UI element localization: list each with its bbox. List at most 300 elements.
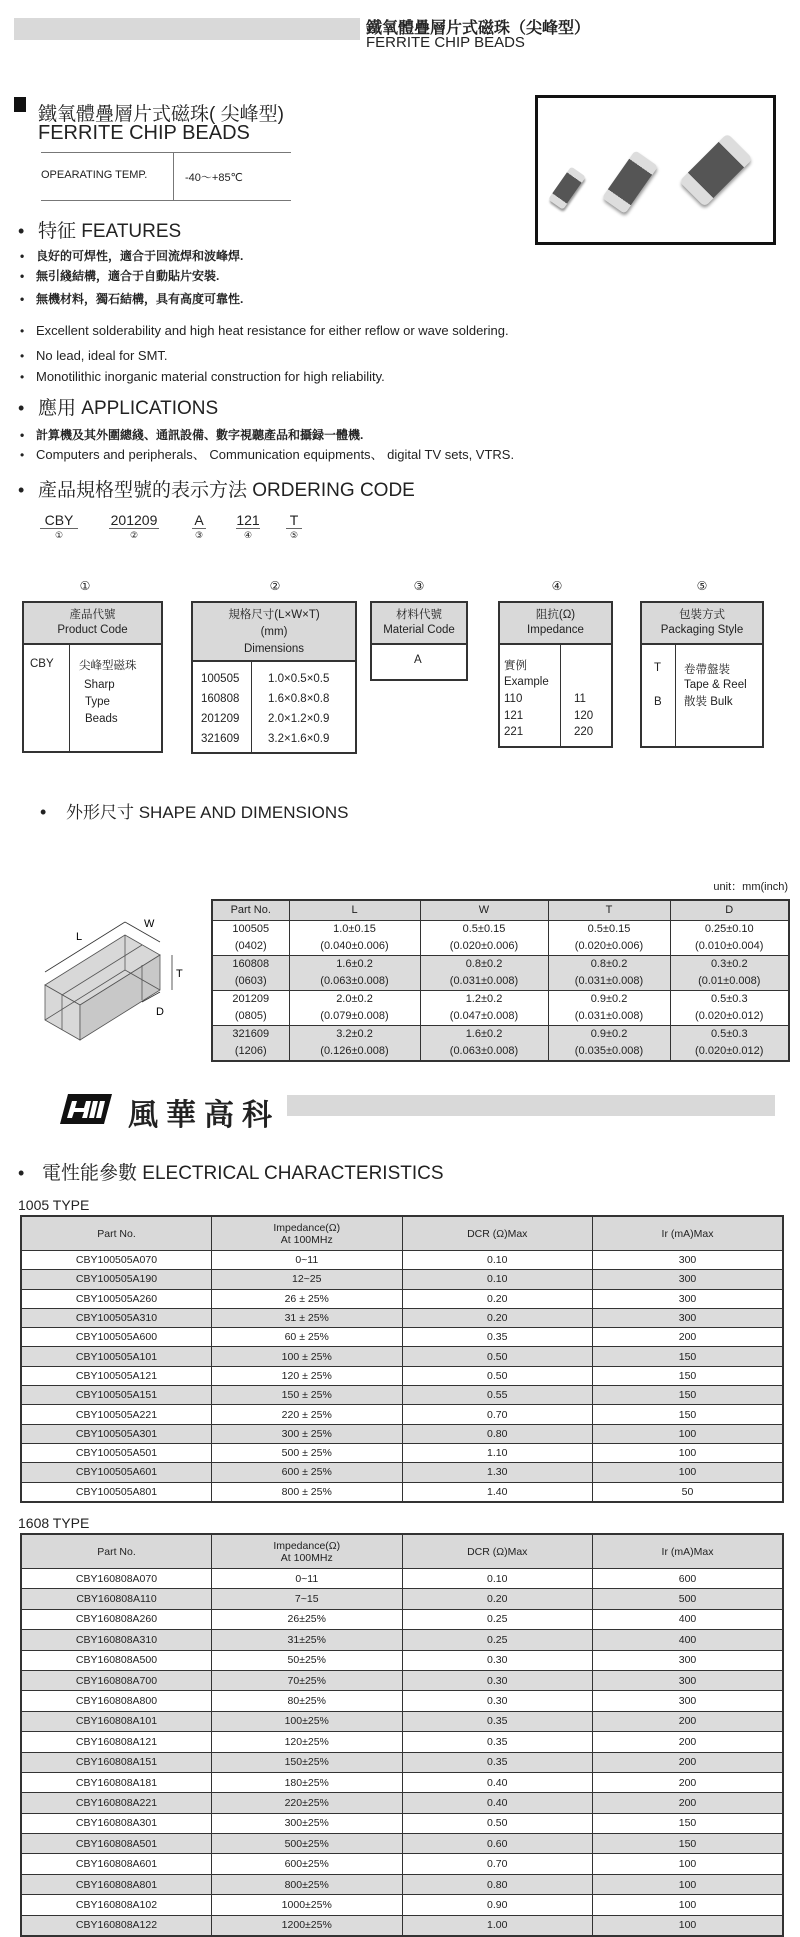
- dim-code: 321609: [201, 733, 240, 745]
- table-row: [21, 1424, 783, 1443]
- dims-value-inch: (0805): [234, 1010, 267, 1022]
- impedance: 150±25%: [212, 1752, 403, 1772]
- header-en: Impedance: [527, 624, 584, 636]
- impedance: 60 ± 25%: [212, 1328, 403, 1347]
- header-en: Packaging Style: [660, 624, 744, 636]
- part-number: CBY160808A101: [21, 1711, 212, 1731]
- part-number: CBY160808A800: [21, 1691, 212, 1711]
- part-number: CBY160808A500: [21, 1650, 212, 1670]
- ir-max: 200: [593, 1772, 784, 1792]
- impedance-header: [500, 603, 611, 645]
- dims-value-inch: (0.047±0.008): [449, 1010, 519, 1022]
- divider: [69, 643, 70, 751]
- packaging-code: T: [654, 662, 662, 674]
- dims-value-inch: (0.031±0.008): [449, 975, 519, 987]
- dims-value-inch: (0.020±0.012): [695, 1045, 764, 1057]
- dcr-max: 0.25: [402, 1630, 593, 1650]
- dims-value-inch: (0.040±0.006): [320, 940, 389, 952]
- dims-cell: [212, 991, 289, 1026]
- part-number: CBY160808A260: [21, 1609, 212, 1629]
- table-row: [21, 1569, 783, 1589]
- dims-value-inch: (0.020±0.006): [574, 940, 644, 952]
- example-label-en: Example: [504, 676, 549, 688]
- product-code-desc: Type: [85, 696, 110, 708]
- dims-value-mm: 1.6±0.2: [465, 1028, 503, 1040]
- ir-max: 100: [593, 1424, 784, 1443]
- dcr-max: 0.60: [402, 1834, 593, 1854]
- dimensions-box: [191, 601, 357, 754]
- dims-value-mm: 0.25±0.10: [704, 923, 754, 935]
- part-number: CBY160808A310: [21, 1630, 212, 1650]
- table-row: [21, 1405, 783, 1424]
- label-w: W: [144, 918, 155, 930]
- table-row: [21, 1793, 783, 1813]
- feature-text: 無機材料，獨石結構，具有高度可靠性.: [36, 292, 244, 306]
- part-number: CBY100505A260: [21, 1289, 212, 1308]
- packaging-code: B: [654, 696, 662, 708]
- part-number: CBY100505A310: [21, 1308, 212, 1327]
- application-text: Computers and peripherals、 Communication equipments、 digital TV sets, VTRS.: [36, 447, 515, 462]
- label-t: T: [176, 968, 183, 980]
- dcr-max: 0.10: [402, 1569, 593, 1589]
- ir-max: 500: [593, 1589, 784, 1609]
- dims-value-mm: 0.5±0.3: [710, 1028, 748, 1040]
- dims-cell: [670, 1026, 789, 1062]
- feature-text: 良好的可焊性，適合于回流焊和波峰焊.: [36, 249, 244, 263]
- code-num-1: ①: [54, 530, 64, 540]
- product-title-cn: 鐵氧體疊層片式磁珠( 尖峰型): [38, 104, 284, 125]
- table-row: [21, 1813, 783, 1833]
- part-number: CBY100505A151: [21, 1386, 212, 1405]
- electrical-heading: • 電性能參數 ELECTRICAL CHARACTERISTICS: [18, 1163, 444, 1184]
- column-header-dcr: DCR (Ω)Max: [402, 1216, 593, 1251]
- product-code-box: [22, 601, 163, 753]
- part-number: CBY160808A122: [21, 1915, 212, 1936]
- dims-cell: [548, 991, 670, 1026]
- dims-value-inch: (0.126±0.008): [320, 1045, 389, 1057]
- feature-text: No lead, ideal for SMT.: [36, 348, 168, 363]
- example-label-cn: 實例: [504, 660, 527, 672]
- ir-max: 300: [593, 1670, 784, 1690]
- ir-max: 100: [593, 1915, 784, 1936]
- dim-value: 3.2×1.6×0.9: [268, 733, 330, 745]
- part-number: CBY100505A121: [21, 1366, 212, 1385]
- impedance-value: 120: [574, 710, 594, 722]
- column-header-dcr: DCR (Ω)Max: [402, 1534, 593, 1569]
- box-num-3: ③: [413, 579, 425, 593]
- unit-label: unit：mm(inch): [713, 881, 788, 893]
- dims-cell: [420, 991, 548, 1026]
- column-header-part-no: Part No.: [21, 1534, 212, 1569]
- ir-max: 300: [593, 1270, 784, 1289]
- dims-value-inch: (0.031±0.008): [574, 975, 644, 987]
- part-number: CBY160808A070: [21, 1569, 212, 1589]
- code-num-4: ④: [243, 530, 253, 540]
- table-row: [21, 1691, 783, 1711]
- dimensions-table: [211, 899, 790, 1062]
- ir-max: 150: [593, 1834, 784, 1854]
- dcr-max: 0.10: [402, 1251, 593, 1270]
- header-cn: 產品代號: [69, 609, 116, 621]
- part-number: CBY160808A501: [21, 1834, 212, 1854]
- dims-value-mm: 0.5±0.15: [587, 923, 631, 935]
- header-cn: 阻抗(Ω): [535, 609, 576, 621]
- part-number: CBY160808A700: [21, 1670, 212, 1690]
- impedance: 220 ± 25%: [212, 1405, 403, 1424]
- impedance: 150 ± 25%: [212, 1386, 403, 1405]
- dims-value-mm: 0.5±0.15: [462, 923, 506, 935]
- dims-row: [212, 956, 789, 991]
- label-l: L: [76, 931, 83, 943]
- ir-max: 200: [593, 1328, 784, 1347]
- product-code-desc: 尖峰型磁珠: [79, 660, 137, 672]
- box-num-5: ⑤: [696, 579, 708, 593]
- table-title-1005: 1005 TYPE: [18, 1197, 90, 1213]
- dims-cell: [212, 956, 289, 991]
- part-number: CBY100505A301: [21, 1424, 212, 1443]
- dims-cell: [289, 991, 420, 1026]
- dims-value-inch: (0.020±0.012): [695, 1010, 764, 1022]
- part-number: CBY160808A301: [21, 1813, 212, 1833]
- code-part-5: T: [286, 512, 302, 529]
- dims-column-header: D: [670, 900, 789, 921]
- part-number: CBY100505A101: [21, 1347, 212, 1366]
- ordering-heading-text: 產品規格型號的表示方法 ORDERING CODE: [38, 480, 415, 501]
- dcr-max: 0.50: [402, 1366, 593, 1385]
- divider: [251, 660, 252, 752]
- header-bar: [14, 18, 360, 40]
- dims-row: [212, 991, 789, 1026]
- table-row: [21, 1650, 783, 1670]
- dims-column-header: L: [289, 900, 420, 921]
- part-number: CBY100505A801: [21, 1482, 212, 1502]
- dims-cell: [670, 956, 789, 991]
- dim-code: 160808: [201, 693, 240, 705]
- dims-value-mm: 0.3±0.2: [710, 958, 748, 970]
- impedance: 500 ± 25%: [212, 1443, 403, 1462]
- dims-value-mm: 201209: [232, 993, 270, 1005]
- dims-cell: [420, 956, 548, 991]
- ir-max: 150: [593, 1813, 784, 1833]
- impedance: 100±25%: [212, 1711, 403, 1731]
- material-header: [372, 603, 466, 645]
- dcr-max: 0.20: [402, 1589, 593, 1609]
- dcr-max: 1.00: [402, 1915, 593, 1936]
- table-row: [21, 1630, 783, 1650]
- temp-divider: [173, 153, 174, 200]
- part-number: CBY160808A801: [21, 1874, 212, 1894]
- ir-max: 600: [593, 1569, 784, 1589]
- part-number: CBY160808A151: [21, 1752, 212, 1772]
- dims-cell: [420, 1026, 548, 1062]
- dcr-max: 0.50: [402, 1813, 593, 1833]
- part-number: CBY100505A501: [21, 1443, 212, 1462]
- dims-cell: [548, 1026, 670, 1062]
- ir-max: 300: [593, 1308, 784, 1327]
- table-row: [21, 1463, 783, 1482]
- ir-max: 300: [593, 1289, 784, 1308]
- table-row: [21, 1251, 783, 1270]
- header-title-en: FERRITE CHIP BEADS: [366, 34, 525, 51]
- impedance: 220±25%: [212, 1793, 403, 1813]
- material-code-box: [370, 601, 468, 681]
- dcr-max: 0.10: [402, 1270, 593, 1289]
- dcr-max: 0.20: [402, 1289, 593, 1308]
- table-row: [21, 1308, 783, 1327]
- impedance: 600 ± 25%: [212, 1463, 403, 1482]
- packaging-desc: 散裝 Bulk: [684, 696, 733, 708]
- impedance-code: 221: [504, 726, 524, 738]
- table-row: [21, 1752, 783, 1772]
- table-row: [21, 1609, 783, 1629]
- box-num-2: ②: [269, 579, 281, 593]
- ir-max: 150: [593, 1366, 784, 1385]
- dim-code: 201209: [201, 713, 240, 725]
- dims-cell: [548, 921, 670, 956]
- impedance-box: [498, 601, 613, 748]
- code-part-2: 201209: [110, 512, 158, 528]
- impedance: 0~11: [212, 1569, 403, 1589]
- table-row: [21, 1915, 783, 1936]
- impedance: 70±25%: [212, 1670, 403, 1690]
- black-square-icon: [14, 97, 26, 112]
- column-header-impedance: [212, 1216, 403, 1251]
- ir-max: 300: [593, 1691, 784, 1711]
- material-code-value: A: [414, 654, 422, 666]
- impedance: 0~11: [212, 1251, 403, 1270]
- features-heading: • 特征 FEATURES: [18, 221, 182, 242]
- electrical-table-1005: [20, 1215, 784, 1503]
- feature-text: 無引綫結構，適合于自動貼片安裝.: [36, 269, 220, 283]
- dims-value-mm: 321609: [232, 1028, 270, 1040]
- dcr-max: 0.90: [402, 1895, 593, 1915]
- dims-cell: [289, 1026, 420, 1062]
- header-en: Material Code: [383, 624, 455, 636]
- chip-medium-image: [602, 150, 658, 214]
- dims-value-mm: 0.5±0.3: [710, 993, 748, 1005]
- table-row: [21, 1482, 783, 1502]
- application-en: • Computers and peripherals、 Communication equipments、 digital TV sets, VTRS.: [20, 447, 515, 462]
- brand-name: 風華高科: [128, 1099, 280, 1132]
- impedance: 180±25%: [212, 1772, 403, 1792]
- electrical-table-1608: [20, 1533, 784, 1937]
- dims-column-header: W: [420, 900, 548, 921]
- product-code-header: [24, 603, 161, 645]
- feature-cn-2: • 無引綫結構，適合于自動貼片安裝.: [20, 269, 220, 283]
- dims-cell: [670, 921, 789, 956]
- table-row: [21, 1347, 783, 1366]
- part-number: CBY160808A221: [21, 1793, 212, 1813]
- dims-value-inch: (0.01±0.008): [698, 975, 761, 987]
- dims-value-mm: 1.2±0.2: [465, 993, 503, 1005]
- column-header-ir: Ir (mA)Max: [593, 1216, 784, 1251]
- dims-value-inch: (0.035±0.008): [574, 1045, 644, 1057]
- impedance-label: Impedance(Ω): [273, 1539, 341, 1552]
- dims-cell: [289, 921, 420, 956]
- part-number: CBY100505A190: [21, 1270, 212, 1289]
- column-header-impedance: [212, 1534, 403, 1569]
- dims-cell: [212, 1026, 289, 1062]
- dcr-max: 0.35: [402, 1711, 593, 1731]
- ir-max: 200: [593, 1732, 784, 1752]
- table-title-1608: 1608 TYPE: [18, 1515, 90, 1531]
- impedance-label: Impedance(Ω): [273, 1221, 341, 1234]
- part-number: CBY160808A601: [21, 1854, 212, 1874]
- header-unit: (mm): [260, 626, 288, 638]
- dims-value-mm: 1.0±0.15: [333, 923, 376, 935]
- code-num-2: ②: [129, 530, 139, 540]
- dim-code: 100505: [201, 673, 240, 685]
- ir-max: 100: [593, 1463, 784, 1482]
- dcr-max: 0.25: [402, 1609, 593, 1629]
- dims-row: [212, 1026, 789, 1062]
- box-num-1: ①: [79, 579, 91, 593]
- feature-text: Monotilithic inorganic material construction for high reliability.: [36, 369, 385, 384]
- applications-heading: • 應用 APPLICATIONS: [18, 398, 219, 419]
- dims-value-mm: 100505: [232, 923, 270, 935]
- impedance: 300 ± 25%: [212, 1424, 403, 1443]
- column-header-ir: Ir (mA)Max: [593, 1534, 784, 1569]
- impedance: 80±25%: [212, 1691, 403, 1711]
- impedance-frequency: At 100MHz: [280, 1233, 333, 1246]
- dims-value-mm: 2.0±0.2: [336, 993, 373, 1005]
- product-code-desc: Sharp: [84, 679, 115, 691]
- table-row: [21, 1386, 783, 1405]
- dims-value-mm: 0.9±0.2: [590, 1028, 628, 1040]
- dcr-max: 1.30: [402, 1463, 593, 1482]
- table-row: [21, 1895, 783, 1915]
- table-row: [21, 1443, 783, 1462]
- impedance: 12~25: [212, 1270, 403, 1289]
- brand-logo: [58, 1092, 114, 1126]
- chip-small-image: [548, 166, 586, 209]
- dcr-max: 0.55: [402, 1386, 593, 1405]
- impedance: 7~15: [212, 1589, 403, 1609]
- dims-value-inch: (0.010±0.004): [695, 940, 764, 952]
- column-header-part-no: Part No.: [21, 1216, 212, 1251]
- part-number: CBY160808A102: [21, 1895, 212, 1915]
- chip-large-image: [679, 133, 753, 207]
- divider: [560, 643, 561, 746]
- dims-value-inch: (0603): [234, 975, 267, 987]
- electrical-header-row: [21, 1534, 783, 1569]
- dims-value-inch: (0.079±0.008): [320, 1010, 389, 1022]
- dimensions-header: [193, 603, 355, 662]
- part-number: CBY100505A601: [21, 1463, 212, 1482]
- dcr-max: 0.35: [402, 1328, 593, 1347]
- dcr-max: 0.70: [402, 1854, 593, 1874]
- brand-bar: [287, 1095, 775, 1116]
- dcr-max: 0.30: [402, 1670, 593, 1690]
- label-d: D: [156, 1006, 164, 1018]
- table-row: [21, 1328, 783, 1347]
- impedance: 31±25%: [212, 1630, 403, 1650]
- product-code-value: CBY: [30, 658, 54, 670]
- table-row: [21, 1670, 783, 1690]
- impedance: 800 ± 25%: [212, 1482, 403, 1502]
- packaging-box: [640, 601, 764, 748]
- ir-max: 400: [593, 1609, 784, 1629]
- dim-value: 1.6×0.8×0.8: [268, 693, 330, 705]
- impedance-value: 220: [574, 726, 594, 738]
- dcr-max: 0.50: [402, 1347, 593, 1366]
- table-row: [21, 1772, 783, 1792]
- dims-cell: [548, 956, 670, 991]
- dims-cell: [212, 921, 289, 956]
- dcr-max: 0.80: [402, 1874, 593, 1894]
- box-num-4: ④: [551, 579, 563, 593]
- dims-value-inch: (0.063±0.008): [320, 975, 389, 987]
- product-code-desc: Beads: [85, 713, 118, 725]
- ir-max: 150: [593, 1405, 784, 1424]
- dcr-max: 0.30: [402, 1650, 593, 1670]
- dims-value-mm: 0.9±0.2: [590, 993, 628, 1005]
- ir-max: 100: [593, 1895, 784, 1915]
- packaging-desc: Tape & Reel: [684, 679, 747, 691]
- feature-cn-1: • 良好的可焊性，適合于回流焊和波峰焊.: [20, 249, 244, 263]
- part-number: CBY100505A070: [21, 1251, 212, 1270]
- ir-max: 50: [593, 1482, 784, 1502]
- dims-value-inch: (0.031±0.008): [574, 1010, 644, 1022]
- table-row: [21, 1732, 783, 1752]
- header-cn: 材料代號: [396, 609, 442, 621]
- code-num-5: ⑤: [289, 530, 299, 540]
- temp-value: -40～+85℃: [185, 172, 243, 184]
- electrical-heading-text: 電性能參數 ELECTRICAL CHARACTERISTICS: [42, 1163, 444, 1184]
- dcr-max: 0.70: [402, 1405, 593, 1424]
- part-number: CBY160808A121: [21, 1732, 212, 1752]
- impedance: 300±25%: [212, 1813, 403, 1833]
- table-row: [21, 1874, 783, 1894]
- impedance: 26±25%: [212, 1609, 403, 1629]
- feature-text: Excellent solderability and high heat resistance for either reflow or wave soldering.: [36, 323, 509, 338]
- dims-value-mm: 160808: [232, 958, 270, 970]
- header-en: Dimensions: [243, 643, 305, 655]
- packaging-desc: 卷帶盤裝: [684, 664, 730, 676]
- code-num-3: ③: [194, 530, 204, 540]
- ir-max: 150: [593, 1347, 784, 1366]
- dim-value: 1.0×0.5×0.5: [268, 673, 330, 685]
- table-row: [21, 1589, 783, 1609]
- impedance: 31 ± 25%: [212, 1308, 403, 1327]
- dcr-max: 0.20: [402, 1308, 593, 1327]
- impedance: 50±25%: [212, 1650, 403, 1670]
- product-title-en: FERRITE CHIP BEADS: [38, 122, 250, 144]
- dims-column-header: Part No.: [212, 900, 289, 921]
- impedance-code: 110: [504, 693, 523, 705]
- header-title-cn: 鐵氧體疊層片式磁珠（尖峰型）: [366, 20, 591, 37]
- dims-column-header: T: [548, 900, 670, 921]
- dcr-max: 1.40: [402, 1482, 593, 1502]
- feature-en-1: • Excellent solderability and high heat resistance for either reflow or wave soldering.: [20, 323, 509, 338]
- dims-value-inch: (0.020±0.006): [449, 940, 519, 952]
- chip-dimension-diagram: [40, 910, 190, 1045]
- dims-value-mm: 3.2±0.2: [336, 1028, 373, 1040]
- table-row: [21, 1834, 783, 1854]
- ir-max: 100: [593, 1854, 784, 1874]
- ir-max: 100: [593, 1443, 784, 1462]
- impedance: 500±25%: [212, 1834, 403, 1854]
- product-photo: [535, 95, 776, 245]
- dcr-max: 0.30: [402, 1691, 593, 1711]
- temp-table: [41, 152, 291, 201]
- dims-value-mm: 0.8±0.2: [590, 958, 628, 970]
- ir-max: 100: [593, 1874, 784, 1894]
- ir-max: 300: [593, 1650, 784, 1670]
- temp-label: OPEARATING TEMP.: [41, 169, 148, 181]
- ir-max: 200: [593, 1711, 784, 1731]
- dcr-max: 0.35: [402, 1752, 593, 1772]
